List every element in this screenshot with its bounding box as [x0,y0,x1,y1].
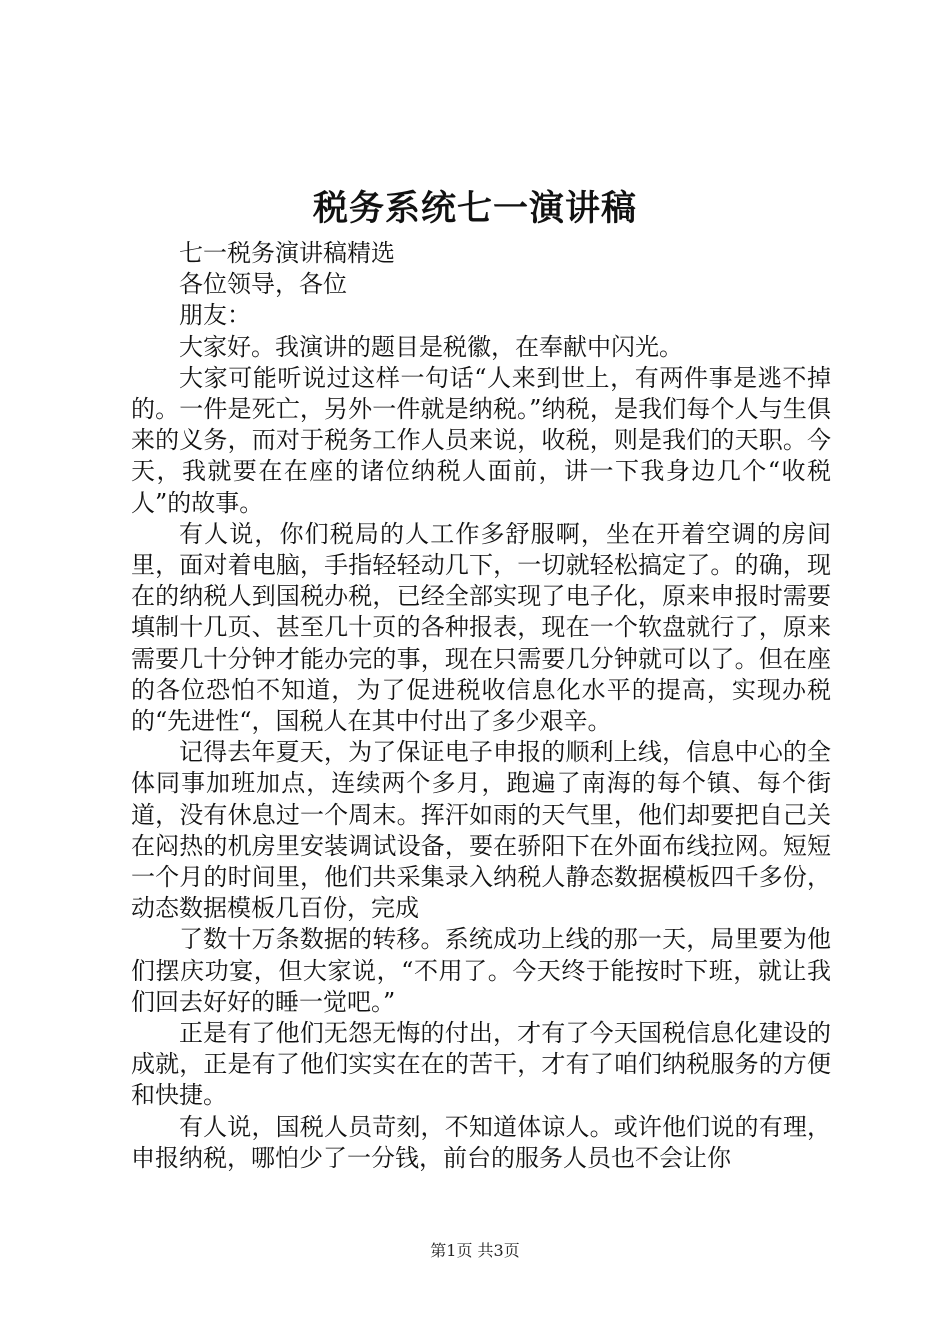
paragraph: 有人说，你们税局的人工作多舒服啊，坐在开着空调的房间里，面对着电脑，手指轻轻动几下，一切就轻松搞定了。的确，现在的纳税人到国税办税，已经全部实现了电子化，原来申报时需要填制十几页、甚至几十页的各种报表，现在一个软盘就行了，原来需要几十分钟才能办完的事，现在只需要几分钟就可以了。但在座的各位恐怕不知道，为了促进税收信息化水平的提高，实现办税的“先进性“，国税人在其中付出了多少艰辛。 [131,519,831,736]
paragraph: 七一税务演讲稿精选 [179,239,395,267]
paragraph: 大家好。我演讲的题目是税徽，在奉献中闪光。 [179,332,683,361]
paragraph: 朋友： [179,301,251,330]
paragraph: 了数十万条数据的转移。系统成功上线的那一天，局里要为他们摆庆功宴，但大家说，“不用了。今天终于能按时下班，就让我们回去好好的睡一觉吧。” [131,925,831,1016]
document-body [131,238,831,1174]
paragraph: 正是有了他们无怨无悔的付出，才有了今天国税信息化建设的成就，正是有了他们实实在在的苦干，才有了咱们纳税服务的方便和快捷。 [131,1019,831,1110]
document-title: 税务系统七一演讲稿 [312,188,637,229]
paragraph: 有人说，国税人员苛刻，不知道体谅人。或许他们说的有理，申报纳税，哪怕少了一分钱，前台的服务人员也不会让你 [131,1112,831,1172]
paragraph: 各位领导，各位 [179,270,347,299]
paragraph: 大家可能听说过这样一句话“人来到世上，有两件事是逃不掉的。一件是死亡，另外一件就是纳税。”纳税，是我们每个人与生俱来的义务，而对于税务工作人员来说，收税，则是我们的天职。今天，我就要在在座的诸位纳税人面前，讲一下我身边几个“收税人”的故事。 [131,363,831,517]
paragraph: 记得去年夏天，为了保证电子申报的顺利上线，信息中心的全体同事加班加点，连续两个多月，跑遍了南海的每个镇、每个街道，没有休息过一个周末。挥汗如雨的天气里，他们却要把自己关在闷热的机房里安装调试设备，要在骄阳下在外面布线拉网。短短一个月的时间里，他们共采集录入纳税人静态数据模板四千多份，动态数据模板几百份，完成 [131,738,831,923]
page-footer: 第1页 共3页 [430,1241,520,1260]
